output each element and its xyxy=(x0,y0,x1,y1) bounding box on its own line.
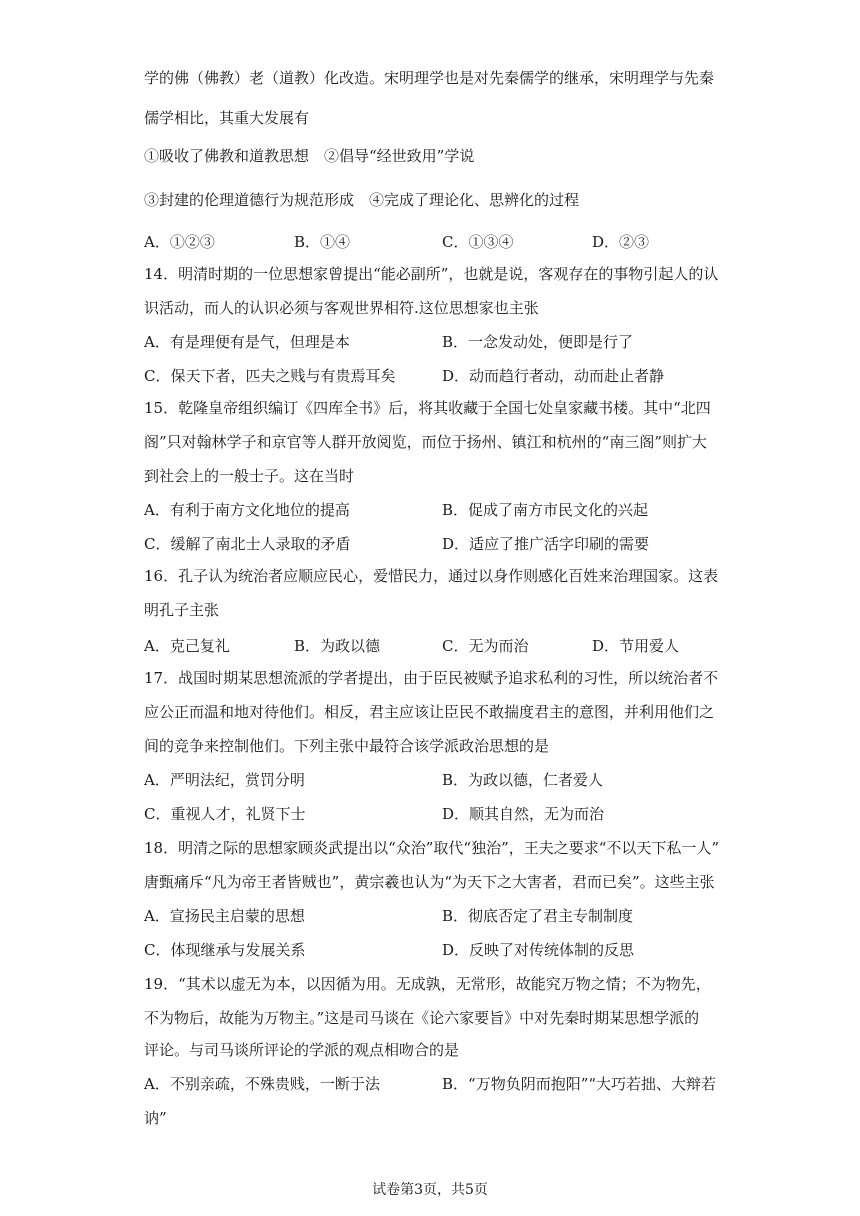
q18-option-d: D．反映了对传统体制的反思 xyxy=(442,941,635,959)
q17-stem-line-1: 17．战国时期某思想流派的学者提出，由于臣民被赋予追求私利的习性，所以统治者不 xyxy=(144,669,719,687)
q15-stem-line-3: 到社会上的一般士子。这在当时 xyxy=(144,467,355,485)
q15-stem-line-2: 阁”只对翰林学子和京官等人群开放阅览，而位于扬州、镇江和杭州的“南三阁”则扩大 xyxy=(144,433,708,451)
q19-stem-line-3: 评论。与司马谈所评论的学派的观点相吻合的是 xyxy=(144,1041,460,1059)
q15-option-d: D．适应了推广活字印刷的需要 xyxy=(442,535,650,553)
q17-stem-line-3: 间的竞争来控制他们。下列主张中最符合该学派政治思想的是 xyxy=(144,737,550,755)
q15-stem-line-1: 15．乾隆皇帝组织编订《四库全书》后，将其收藏于全国七处皇家藏书楼。其中“北四 xyxy=(144,399,711,417)
q14-option-a: A．有是理便有是气，但理是本 xyxy=(144,333,350,351)
q15-option-b: B．促成了南方市民文化的兴起 xyxy=(442,501,649,519)
q13-stem-line-1: 学的佛（佛教）老（道教）化改造。宋明理学也是对先秦儒学的继承，宋明理学与先秦 xyxy=(144,69,715,87)
q19-option-a: A．不别亲疏，不殊贵贱，一断于法 xyxy=(144,1075,380,1093)
q18-option-b: B．彻底否定了君主专制制度 xyxy=(442,907,634,925)
q13-option-b: B．①④ xyxy=(294,233,351,251)
q16-option-c: C．无为而治 xyxy=(442,637,529,655)
page-footer: 试卷第3页，共5页 xyxy=(372,1182,488,1198)
q19-stem-line-2: 不为物后，故能为万物主。”这是司马谈在《论六家要旨》中对先秦时期某思想学派的 xyxy=(144,1009,700,1027)
q15-option-c: C．缓解了南北士人录取的矛盾 xyxy=(144,535,351,553)
q13-stem-line-2: 儒学相比，其重大发展有 xyxy=(144,109,310,127)
q18-stem-line-2: 唐甄痛斥“凡为帝王者皆贼也”，黄宗羲也认为“为天下之大害者，君而已矣”。这些主张 xyxy=(144,873,715,891)
q17-option-c: C．重视人才，礼贤下士 xyxy=(144,805,306,823)
q16-option-b: B．为政以德 xyxy=(294,637,381,655)
q16-stem-line-1: 16．孔子认为统治者应顺应民心，爱惜民力，通过以身作则感化百姓来治理国家。这表 xyxy=(144,567,719,585)
q14-stem-line-1: 14．明清时期的一位思想家曾提出“能必副所”，也就是说，客观存在的事物引起人的认 xyxy=(144,265,719,283)
q14-option-c: C．保天下者，匹夫之贱与有贵焉耳矣 xyxy=(144,367,396,385)
q13-option-a: A．①②③ xyxy=(144,233,215,251)
q17-option-d: D．顺其自然，无为而治 xyxy=(442,805,605,823)
q19-stem-line-1: 19．“其术以虚无为本，以因循为用。无成孰，无常形，故能究万物之情；不为物先， xyxy=(144,975,711,993)
q15-option-a: A．有利于南方文化地位的提高 xyxy=(144,501,350,519)
q17-option-a: A．严明法纪，赏罚分明 xyxy=(144,771,305,789)
q16-option-a: A．克己复礼 xyxy=(144,637,230,655)
q13-items-line-2: ③封建的伦理道德行为规范形成 ④完成了理论化、思辨化的过程 xyxy=(144,191,580,209)
q18-stem-line-1: 18．明清之际的思想家顾炎武提出以“众治”取代“独治”，王夫之要求“不以天下私一人” xyxy=(144,839,720,857)
q19-option-b: B．“万物负阴而抱阳”“大巧若拙、大辩若 xyxy=(442,1075,717,1093)
q14-option-b: B．一念发动处，便即是行了 xyxy=(442,333,634,351)
q17-option-b: B．为政以德，仁者爱人 xyxy=(442,771,604,789)
q13-option-c: C．①③④ xyxy=(442,233,514,251)
q14-option-d: D．动而趋行者动，动而赴止者静 xyxy=(442,367,665,385)
q13-option-d: D．②③ xyxy=(592,233,650,251)
q13-items-line-1: ①吸收了佛教和道教思想 ②倡导“经世致用”学说 xyxy=(144,147,475,165)
q16-stem-line-2: 明孔子主张 xyxy=(144,601,220,619)
q19-option-b-continued: 讷” xyxy=(144,1109,167,1127)
q16-option-d: D．节用爱人 xyxy=(592,637,680,655)
q17-stem-line-2: 应公正而温和地对待他们。相反，君主应该让臣民不敢揣度君主的意图，并利用他们之 xyxy=(144,703,715,721)
q14-stem-line-2: 识活动，而人的认识必须与客观世界相符.这位思想家也主张 xyxy=(144,299,539,317)
q18-option-a: A．宣扬民主启蒙的思想 xyxy=(144,907,305,925)
q18-option-c: C．体现继承与发展关系 xyxy=(144,941,306,959)
